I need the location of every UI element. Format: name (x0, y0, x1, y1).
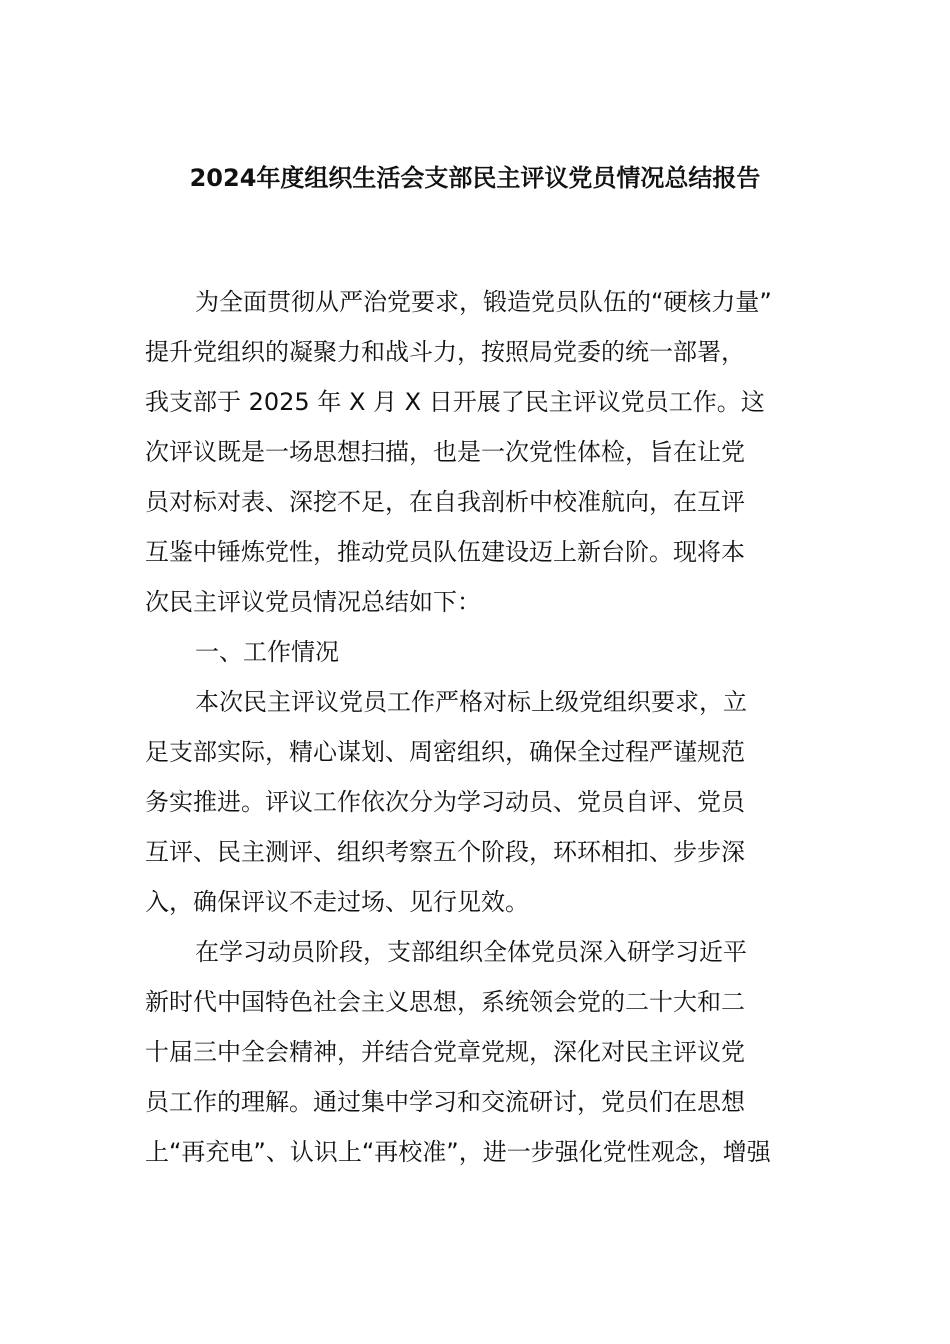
body-line-1: 为全面贯彻从严治党要求，锻造党员队伍的“硬核力量” (195, 288, 772, 316)
body-line-17: 员工作的理解。通过集中学习和交流研讨，党员们在思想 (145, 1088, 745, 1116)
body-line-6: 互鉴中锤炼党性，推动党员队伍建设迈上新台阶。现将本 (145, 538, 745, 566)
body-line-10: 足支部实际，精心谋划、周密组织，确保全过程严谨规范 (145, 738, 745, 766)
body-line-7: 次民主评议党员情况总结如下： (145, 588, 481, 616)
document-title: 2024年度组织生活会支部民主评议党员情况总结报告 (189, 164, 761, 192)
body-line-15: 新时代中国特色社会主义思想，系统领会党的二十大和二 (145, 988, 745, 1016)
body-line-5: 员对标对表、深挖不足，在自我剖析中校准航向，在互评 (145, 488, 745, 516)
document-body (145, 277, 807, 1177)
body-line-14: 在学习动员阶段，支部组织全体党员深入研学习近平 (195, 938, 747, 966)
body-line-18: 上“再充电”、认识上“再校准”，进一步强化党性观念，增强 (145, 1138, 771, 1166)
body-line-4: 次评议既是一场思想扫描，也是一次党性体检，旨在让党 (145, 438, 745, 466)
body-line-2: 提升党组织的凝聚力和战斗力，按照局党委的统一部署， (145, 338, 745, 366)
body-line-3: 我支部于 2025 年 X 月 X 日开展了民主评议党员工作。这 (145, 388, 765, 416)
body-line-9: 本次民主评议党员工作严格对标上级党组织要求，立 (195, 688, 747, 716)
body-line-12: 互评、民主测评、组织考察五个阶段，环环相扣、步步深 (145, 838, 745, 866)
section-heading-1: 一、工作情况 (195, 638, 339, 666)
body-line-13: 入，确保评议不走过场、见行见效。 (145, 888, 529, 916)
body-line-11: 务实推进。评议工作依次分为学习动员、党员自评、党员 (145, 788, 745, 816)
body-line-16: 十届三中全会精神，并结合党章党规，深化对民主评议党 (145, 1038, 745, 1066)
